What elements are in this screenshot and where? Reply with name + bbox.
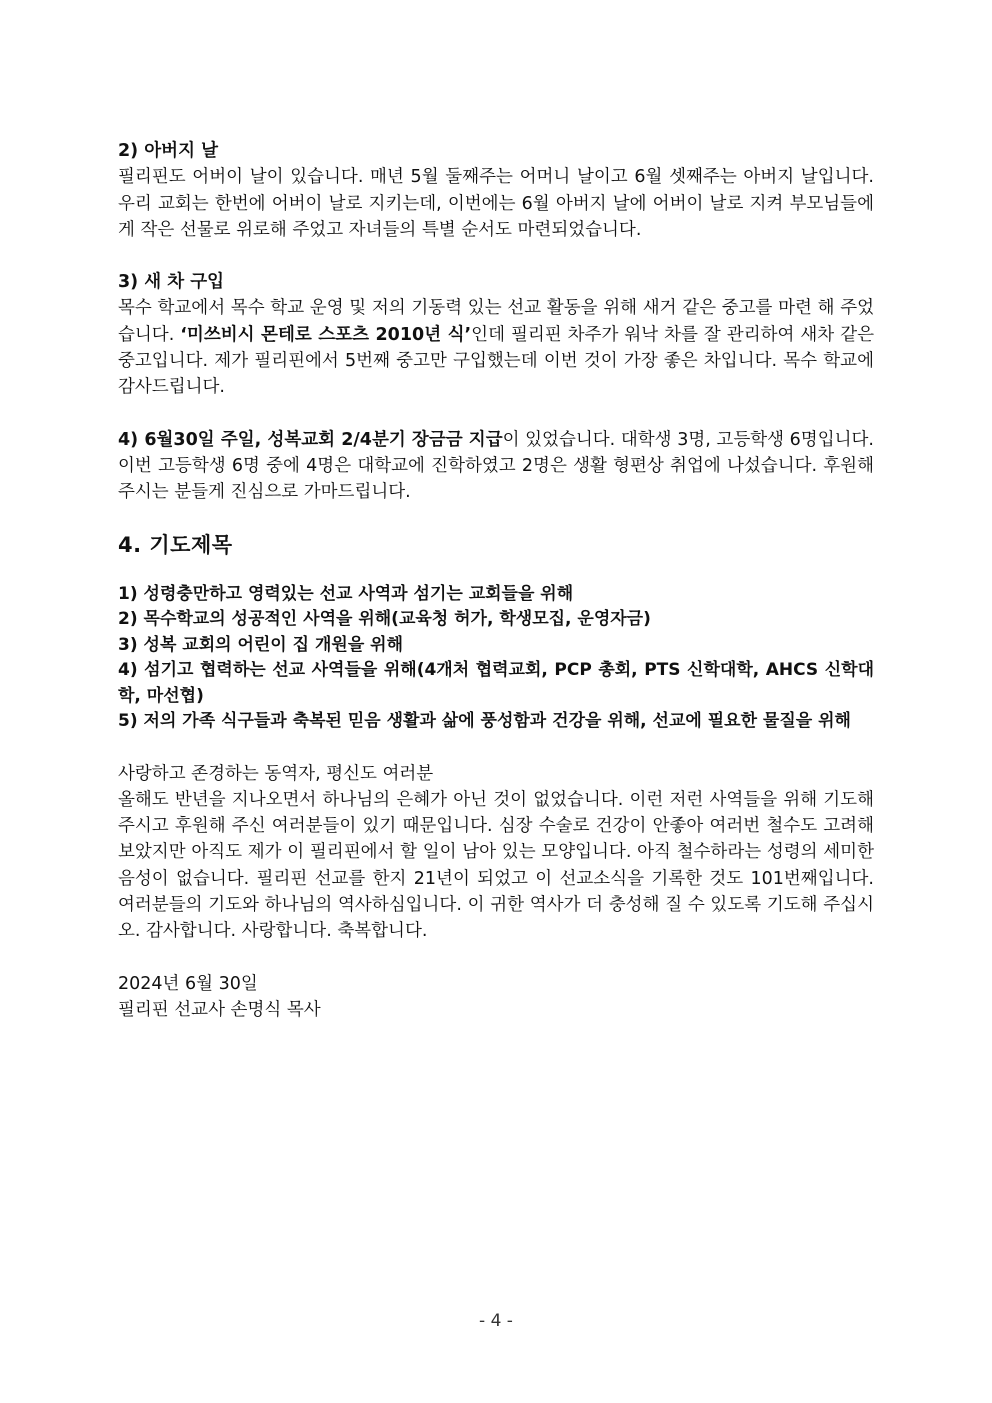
document-page [118,138,874,1023]
section-closing [118,761,874,945]
prayer-item: 1) 성령충만하고 영력있는 선교 사역과 섬기는 교회들을 위해 [118,583,574,604]
section-title: 4. 기도제목 [118,532,233,557]
body-text: 목수 학교에서 목수 학교 운영 및 저의 기동력 있는 선교 활동을 위해 새거 같은 중고를 마련 해 주었습니다. [118,298,874,345]
section-body: 필리핀도 어버이 날이 있습니다. 매년 5월 둘째주는 어머니 날이고 6월 셋째주는 아버지 날입니다. 우리 교회는 한번에 어버이 날로 지키는데, 이번에는 6월 아버지 날에 어버이 날로 지켜 부모님들에게 작은 선물로 위로해 주었고 자녀들의 특별 순서도 마련되었습니다. [118,167,874,240]
page-number: - 4 - [479,1311,513,1331]
body-text: 인데 필리핀 차주가 워낙 차를 잘 관리하여 새차 같은 중고입니다. 제가 필리핀에서 5번째 중고만 구입했는데 이번 것이 가장 좋은 차입니다. 목수 학교에 감사드립니다. [118,324,875,398]
scholarship-highlight: 4) 6월30일 주일, 성복교회 2/4분기 장금금 지급 [118,429,503,450]
closing-body: 올해도 반년을 지나오면서 하나님의 은혜가 아닌 것이 없었습니다. 이런 저런 사역들을 위해 기도해 주시고 후원해 주신 여러분들이 있기 때문입니다. 심장 수술로 건강이 안좋아 여러번 철수도 고려해 보았지만 아직도 제가 이 필리핀에서 할 일이 남아 있는 모양입니다. 아직 철수하라는 성령의 세미한 음성이 없습니다. 필리핀 선교를 한지 21년이 되었고 이 선교소식을 기록한 것도 101번째입니다. 여러분들의 기도와 하나님의 역사하심입니다. 이 귀한 역사가 더 충성해 질 수 있도록 기도해 주십시오. 감사합니다. 사랑합니다. 축복합니다. [118,789,874,942]
spacer [118,506,874,530]
section-body [118,295,874,400]
spacer [118,735,874,761]
prayer-item: 2) 목수학교의 성공적인 사역을 위해(교육청 허가, 학생모집, 운영자금) [118,609,651,630]
spacer [118,560,874,582]
section-heading: 3) 새 차 구입 [118,272,225,293]
signature-date: 2024년 6월 30일 [118,973,258,994]
section-prayer [118,530,874,735]
section-new-car [118,269,874,400]
prayer-item: 5) 저의 가족 식구들과 축복된 믿음 생활과 삶에 풍성함과 건강을 위해, 선교에 필요한 물질을 위해 [118,711,851,732]
body-text: 이 있었습니다. 대학생 3명, 고등학생 6명입니다. 이번 고등학생 6명 중에 4명은 대학교에 진학하였고 2명은 생활 형편상 취업에 나섰습니다. 후원해 주시는 분들게 진심으로 가마드립니다. [118,429,874,503]
section-scholarship [118,427,874,506]
prayer-item: 3) 성복 교회의 어린이 집 개원을 위해 [118,634,404,655]
car-model-highlight: ‘미쓰비시 몬테로 스포츠 2010년 식’ [180,324,472,345]
signature-block [118,971,874,1024]
closing-greeting: 사랑하고 존경하는 동역자, 평신도 여러분 [118,763,434,784]
spacer [118,945,874,971]
prayer-list [118,582,874,735]
section-father-day [118,138,874,243]
spacer [118,401,874,427]
prayer-item: 4) 섬기고 협력하는 선교 사역들을 위해(4개처 협력교회, PCP 총회, PTS 신학대학, AHCS 신학대학, 마선협) [118,660,874,706]
signature-name: 필리핀 선교사 손명식 목사 [118,999,321,1020]
section-body [118,427,874,506]
spacer [118,243,874,269]
section-heading: 2) 아버지 날 [118,141,218,161]
